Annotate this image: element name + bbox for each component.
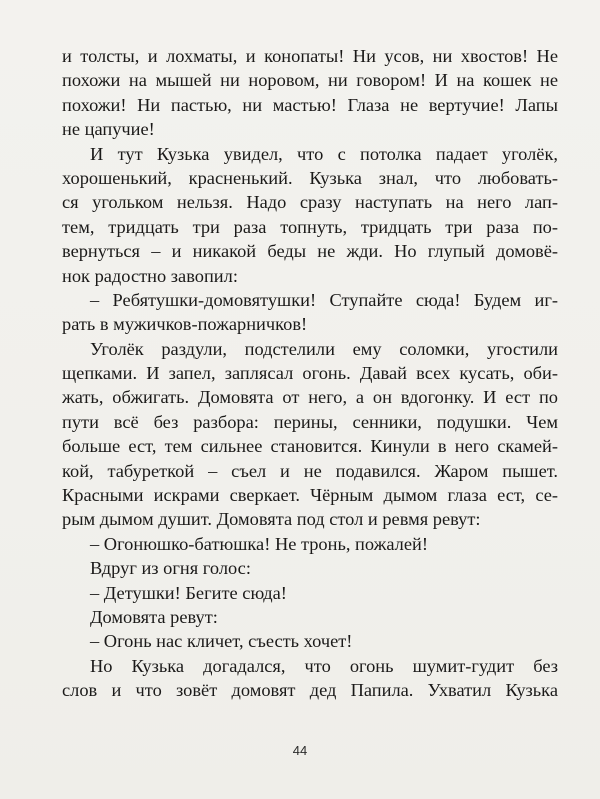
text-line: Домовята ревут: <box>90 606 218 627</box>
text-line: – Огонь нас кличет, съесть хочет! <box>90 631 353 652</box>
text-line: вернуться – и никакой беды не жди. Но глупый домовё- <box>62 241 558 262</box>
text-line: тем, тридцать три раза топнуть, тридцать три раза по- <box>62 216 558 237</box>
text-line: больше ест, тем сильнее становится. Кинули в него скамей- <box>62 436 558 457</box>
text-line: рым дымом душит. Домовята под стол и ревмя ревут: <box>62 509 481 530</box>
body-text <box>62 44 558 703</box>
text-line: похожи на мышей ни норовом, ни говором! И на кошек не <box>62 70 558 91</box>
text-line: – Детушки! Бегите сюда! <box>90 582 287 603</box>
text-line: слов и что зовёт домовят дед Папила. Ухватил Кузька <box>62 680 558 701</box>
text-line: – Огонюшко-батюшка! Не тронь, пожалей! <box>90 533 428 554</box>
text-line: кой, табуреткой – съел и не подавился. Жаром пышет. <box>62 460 558 481</box>
text-line: И тут Кузька увидел, что с потолка падает уголёк, <box>90 143 558 164</box>
text-line: ся угольком нельзя. Надо сразу наступать на него лап- <box>62 192 558 213</box>
text-line: нок радостно завопил: <box>62 265 238 286</box>
text-line: и толсты, и лохматы, и конопаты! Ни усов, ни хвостов! Не <box>62 46 558 66</box>
text-line: Уголёк раздули, подстелили ему соломки, угостили <box>90 338 558 359</box>
text-line: хорошенький, красненький. Кузька знал, что любовать- <box>62 167 558 188</box>
text-line: рать в мужичков-пожарничков! <box>62 314 308 335</box>
text-line: не цапучие! <box>62 119 155 140</box>
text-line: Красными искрами сверкает. Чёрным дымом глаза ест, се- <box>62 485 558 506</box>
text-line: щепками. И запел, заплясал огонь. Давай всех кусать, оби- <box>62 363 558 384</box>
text-line: жать, обжигать. Домовята от него, а он вдогонку. И ест по <box>62 387 558 408</box>
page-number: 44 <box>292 743 308 758</box>
text-line: пути всё без разбора: перины, сенники, подушки. Чем <box>62 411 558 432</box>
text-line: – Ребятушки-домовятушки! Ступайте сюда! Будем иг- <box>90 289 558 310</box>
text-line: похожи! Ни пастью, ни мастью! Глаза не вертучие! Лапы <box>62 94 558 115</box>
text-line: Но Кузька догадался, что огонь шумит-гудит без <box>90 655 558 676</box>
text-line: Вдруг из огня голос: <box>90 558 251 579</box>
